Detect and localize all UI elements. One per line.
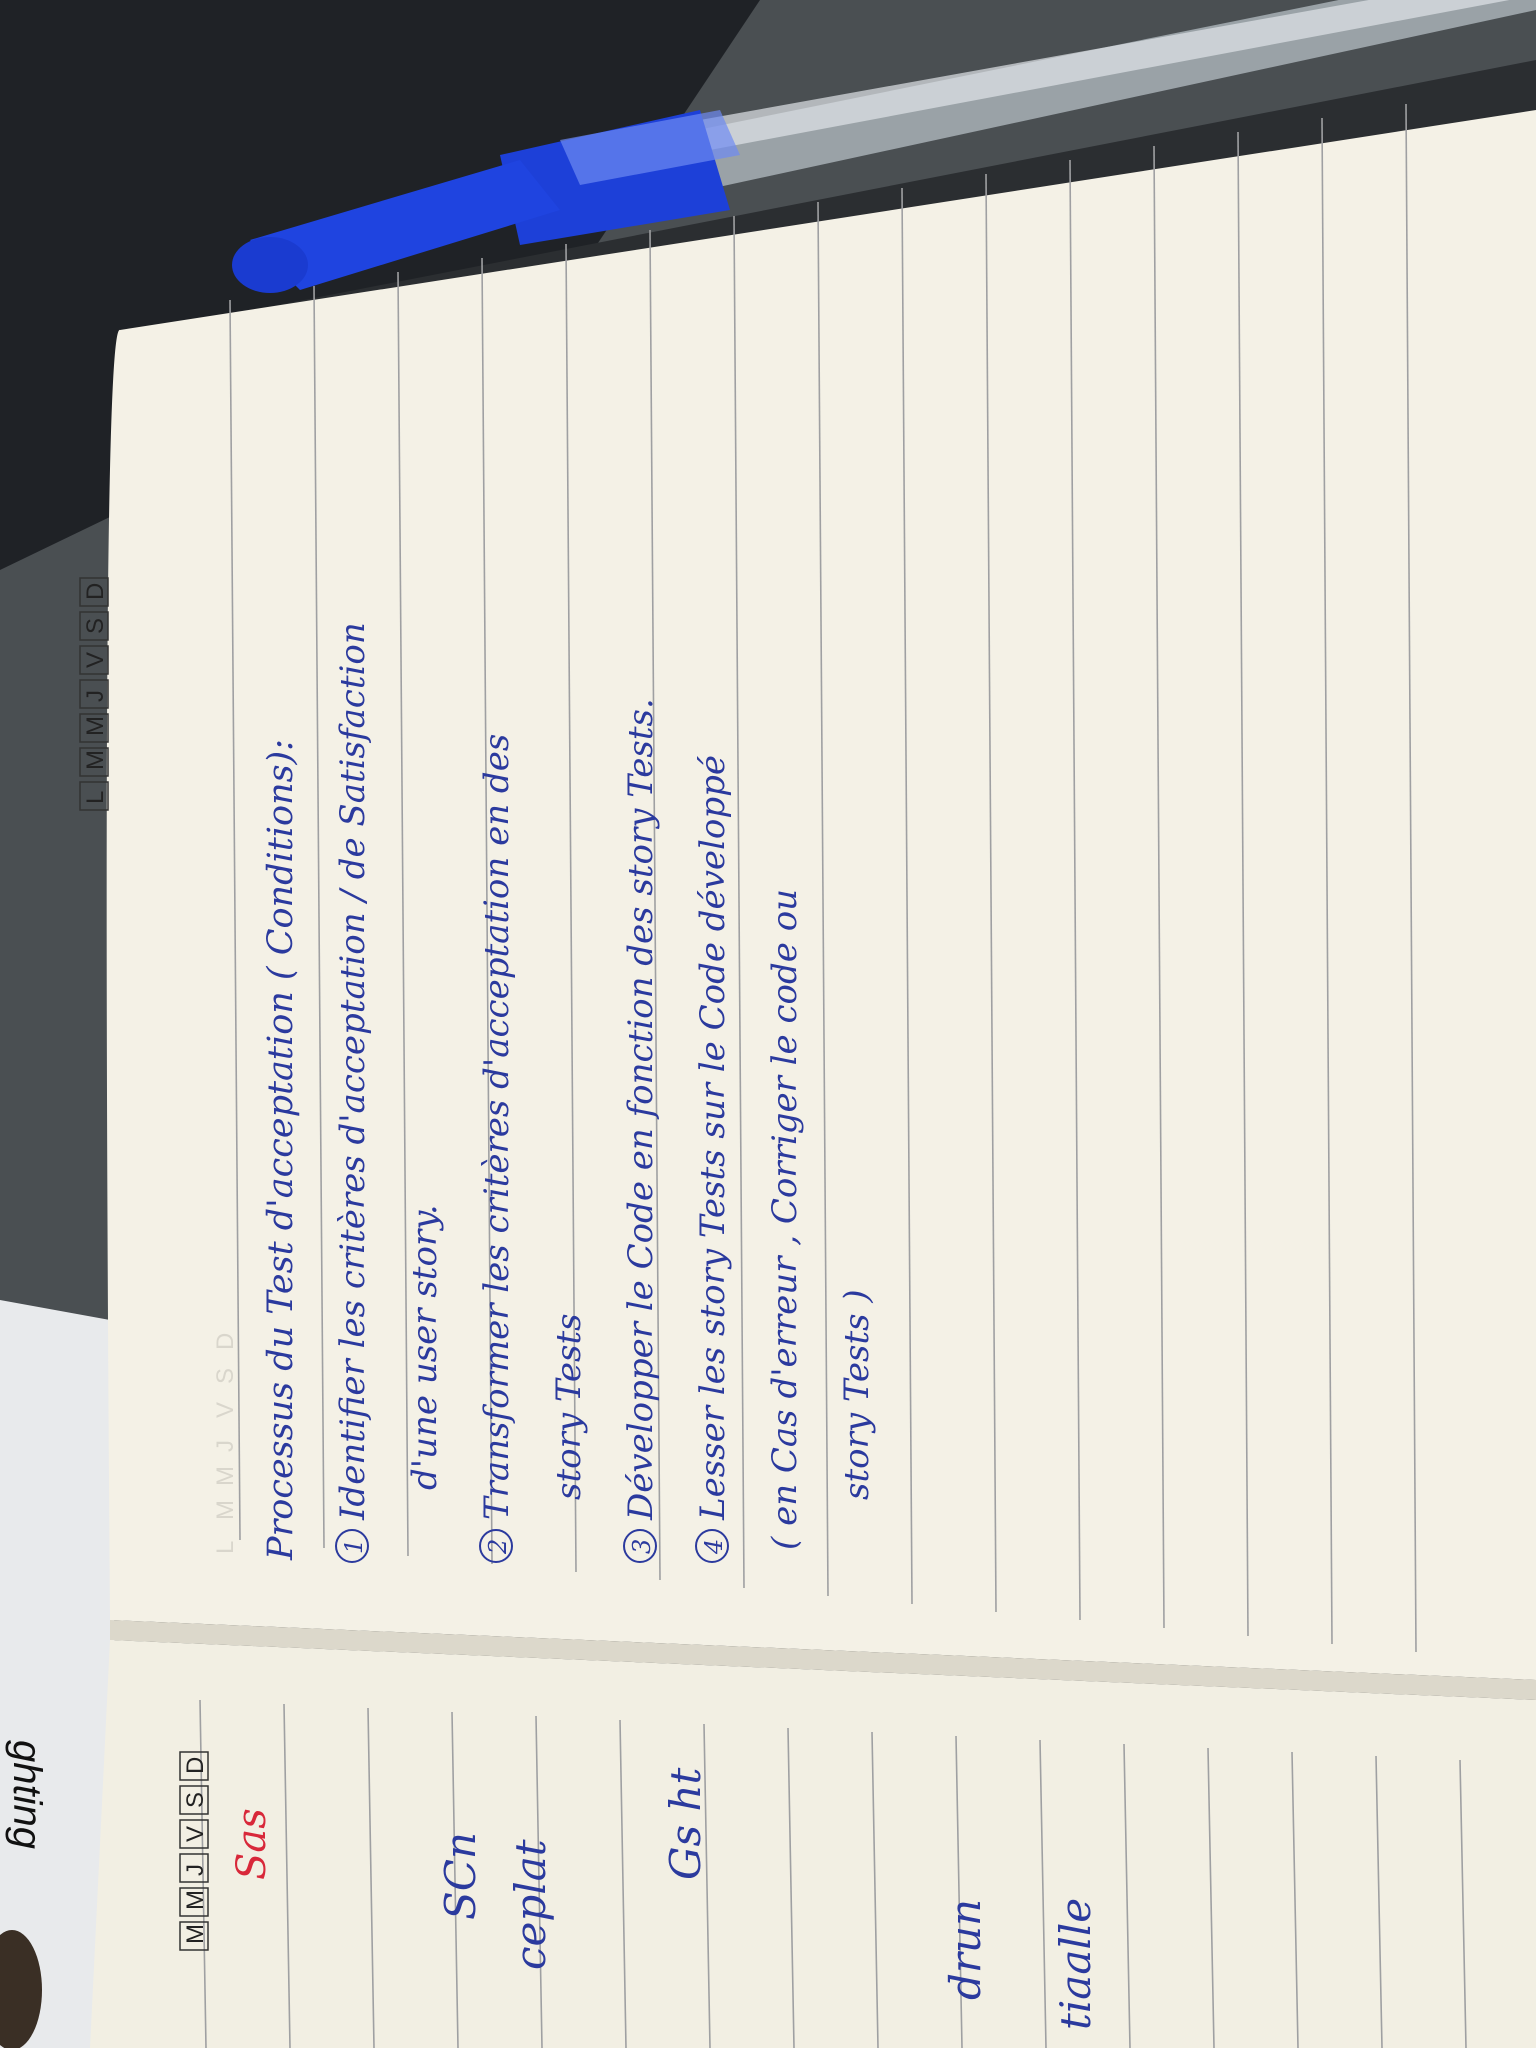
note-line: d'une user story. [405,1204,445,1490]
weekday-letter: V [82,651,109,668]
note-line: story Tests [549,1313,589,1500]
note-line: Transformer les critères d'acceptation en des [477,733,517,1520]
weekday-letter: M [182,1890,209,1910]
weekday-letter: J [182,1864,209,1876]
weekday-letter: D [82,582,109,600]
left-fragment: drun [941,1898,990,2000]
note-line: story Tests ) [837,1289,877,1500]
weekday-letter-faint: L [212,1540,239,1554]
left-fragment: tiaalle [1051,1897,1100,2030]
step-number: 1 [340,1538,368,1554]
weekday-letter: J [82,690,109,702]
weekday-letter: V [182,1825,209,1842]
step-number: 3 [628,1538,656,1554]
left-fragment: ceplat [506,1839,555,1970]
left-fragment: Gs ht [661,1767,710,1880]
page-title: Processus du Test d'acceptation ( Conditions): [261,739,301,1560]
weekday-letter-faint: D [212,1332,239,1350]
left-fragment: SCn [436,1832,485,1920]
weekday-letter-faint: M [212,1466,239,1486]
note-line: Identifier les critères d'acceptation / de Satisfaction [333,622,373,1520]
weekday-letter-faint: M [212,1500,239,1520]
paper-brand-text: ghting [5,1740,49,1849]
weekday-letter: M [182,1924,209,1944]
weekday-letter-faint: S [212,1367,239,1384]
step-number: 2 [484,1538,512,1554]
weekday-letter: S [182,1791,209,1808]
weekday-letter-faint: J [212,1440,239,1452]
weekday-letter: S [82,617,109,634]
weekday-letter-faint: V [212,1401,239,1418]
left-heading: Sas [229,1808,275,1880]
weekday-letter: L [82,790,109,804]
note-line: ( en Cas d'erreur , Corriger le code ou [765,888,805,1550]
note-line: Développer le Code en fonction des story Tests. [621,698,661,1520]
right-page [107,104,1536,1700]
weekday-letter: M [82,750,109,770]
note-line: Lesser les story Tests sur le Code développé [693,755,733,1520]
weekday-letter: M [82,716,109,736]
weekday-letter: D [182,1756,209,1774]
left-page [90,1640,1536,2048]
step-number: 4 [700,1538,728,1554]
